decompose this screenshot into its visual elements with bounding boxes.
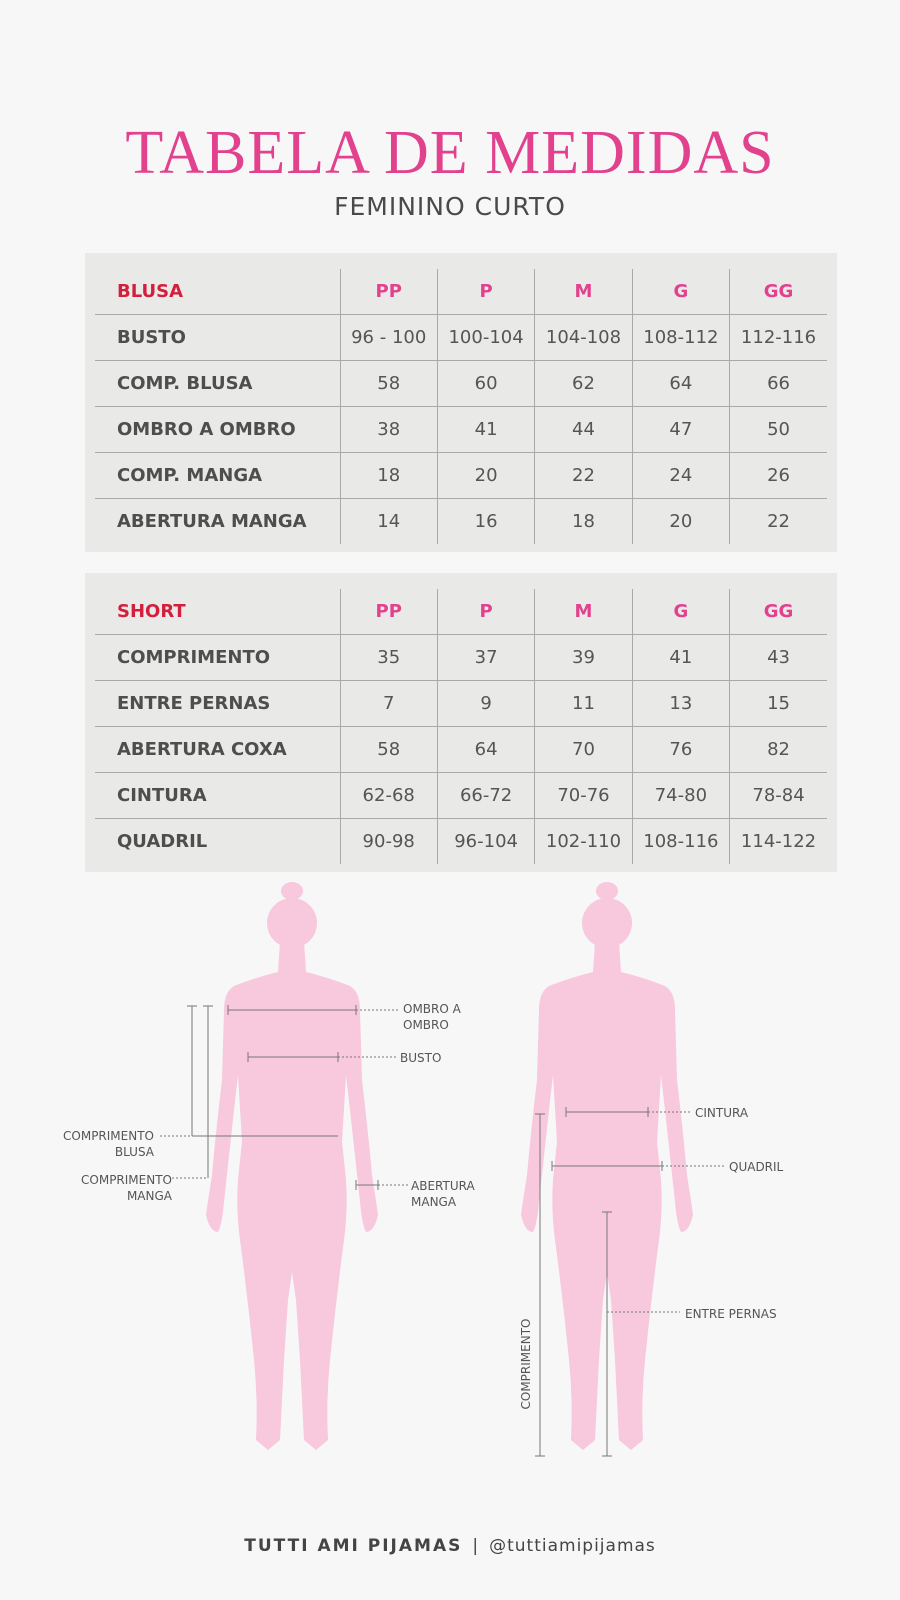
table-cell: 74-80	[632, 773, 729, 819]
table-header-row	[95, 269, 827, 315]
label-comprimento-blusa: COMPRIMENTO BLUSA	[63, 1129, 154, 1159]
label-comprimento: COMPRIMENTO	[519, 1318, 533, 1410]
short-size-table	[95, 589, 827, 864]
brand-name: TUTTI AMI PIJAMAS	[244, 1536, 463, 1556]
label-busto: BUSTO	[400, 1051, 442, 1065]
row-label: OMBRO A OMBRO	[95, 407, 340, 453]
table-cell: 112-116	[730, 315, 827, 361]
size-header: M	[535, 269, 632, 315]
row-label: COMPRIMENTO	[95, 635, 340, 681]
table-cell: 114-122	[730, 819, 827, 865]
blusa-size-table-panel	[85, 253, 837, 552]
table-row	[95, 681, 827, 727]
table-cell: 16	[437, 499, 534, 545]
blusa-size-table	[95, 269, 827, 544]
label-quadril: QUADRIL	[729, 1160, 784, 1174]
table-cell: 37	[437, 635, 534, 681]
size-header: PP	[340, 269, 437, 315]
table-cell: 64	[632, 361, 729, 407]
table-cell: 20	[632, 499, 729, 545]
section-label-short: SHORT	[95, 589, 340, 635]
table-cell: 82	[730, 727, 827, 773]
table-cell: 41	[632, 635, 729, 681]
table-row	[95, 499, 827, 545]
size-header: GG	[730, 269, 827, 315]
table-cell: 108-116	[632, 819, 729, 865]
table-cell: 18	[340, 453, 437, 499]
table-cell: 62	[535, 361, 632, 407]
table-cell: 66-72	[437, 773, 534, 819]
table-cell: 13	[632, 681, 729, 727]
table-cell: 11	[535, 681, 632, 727]
table-row	[95, 407, 827, 453]
table-row	[95, 773, 827, 819]
row-label: ABERTURA MANGA	[117, 511, 307, 532]
table-cell: 7	[340, 681, 437, 727]
table-cell: 44	[535, 407, 632, 453]
table-cell: 102-110	[535, 819, 632, 865]
table-cell: 108-112	[632, 315, 729, 361]
page-subtitle: FEMININO CURTO	[334, 192, 566, 221]
table-row	[95, 727, 827, 773]
size-header: M	[535, 589, 632, 635]
label-comprimento-manga: COMPRIMENTO MANGA	[81, 1173, 172, 1203]
table-cell: 104-108	[535, 315, 632, 361]
table-cell: 18	[535, 499, 632, 545]
table-cell: 58	[340, 361, 437, 407]
table-cell: 22	[535, 453, 632, 499]
row-label: BUSTO	[95, 315, 340, 361]
size-header: GG	[730, 589, 827, 635]
table-header-row	[95, 589, 827, 635]
size-header: G	[632, 269, 729, 315]
table-row	[95, 315, 827, 361]
size-header: PP	[340, 589, 437, 635]
size-header: P	[437, 589, 534, 635]
table-cell: 20	[437, 453, 534, 499]
table-cell: 41	[437, 407, 534, 453]
row-label: QUADRIL	[117, 831, 208, 852]
label-cintura: CINTURA	[695, 1106, 749, 1120]
footer	[0, 1536, 900, 1556]
row-label: COMP. MANGA	[95, 453, 340, 499]
label-entre-pernas: ENTRE PERNAS	[685, 1307, 777, 1321]
table-cell: 9	[437, 681, 534, 727]
table-cell: 38	[340, 407, 437, 453]
page-title: TABELA DE MEDIDAS	[125, 119, 775, 187]
size-header: P	[437, 269, 534, 315]
table-cell: 96 - 100	[340, 315, 437, 361]
table-cell: 66	[730, 361, 827, 407]
table-cell: 64	[437, 727, 534, 773]
row-label: ENTRE PERNAS	[95, 681, 340, 727]
table-cell: 26	[730, 453, 827, 499]
table-cell: 100-104	[437, 315, 534, 361]
footer-separator: |	[472, 1536, 480, 1556]
row-label: CINTURA	[95, 773, 340, 819]
front-body-figure	[206, 882, 378, 1450]
table-row	[95, 819, 827, 865]
table-cell: 58	[340, 727, 437, 773]
table-cell: 15	[730, 681, 827, 727]
table-cell: 62-68	[340, 773, 437, 819]
table-cell: 14	[340, 499, 437, 545]
table-cell: 50	[730, 407, 827, 453]
size-header: G	[632, 589, 729, 635]
table-cell: 78-84	[730, 773, 827, 819]
table-cell: 47	[632, 407, 729, 453]
table-cell: 43	[730, 635, 827, 681]
measurement-diagram	[0, 880, 900, 1500]
social-handle: @tuttiamipijamas	[489, 1536, 656, 1556]
row-label: COMP. BLUSA	[95, 361, 340, 407]
table-cell: 70	[535, 727, 632, 773]
table-row	[95, 453, 827, 499]
table-row	[95, 361, 827, 407]
table-cell: 60	[437, 361, 534, 407]
table-cell: 24	[632, 453, 729, 499]
table-cell: 35	[340, 635, 437, 681]
table-cell: 76	[632, 727, 729, 773]
short-size-table-panel	[85, 573, 837, 872]
table-cell: 96-104	[437, 819, 534, 865]
table-cell: 22	[730, 499, 827, 545]
table-cell: 39	[535, 635, 632, 681]
table-cell: 90-98	[340, 819, 437, 865]
table-cell: 70-76	[535, 773, 632, 819]
label-ombro-a-ombro: OMBRO A OMBRO	[403, 1002, 461, 1032]
label-abertura-manga: ABERTURA MANGA	[411, 1179, 475, 1209]
table-row	[95, 635, 827, 681]
section-label-blusa: BLUSA	[95, 269, 340, 315]
row-label: ABERTURA COXA	[95, 727, 340, 773]
